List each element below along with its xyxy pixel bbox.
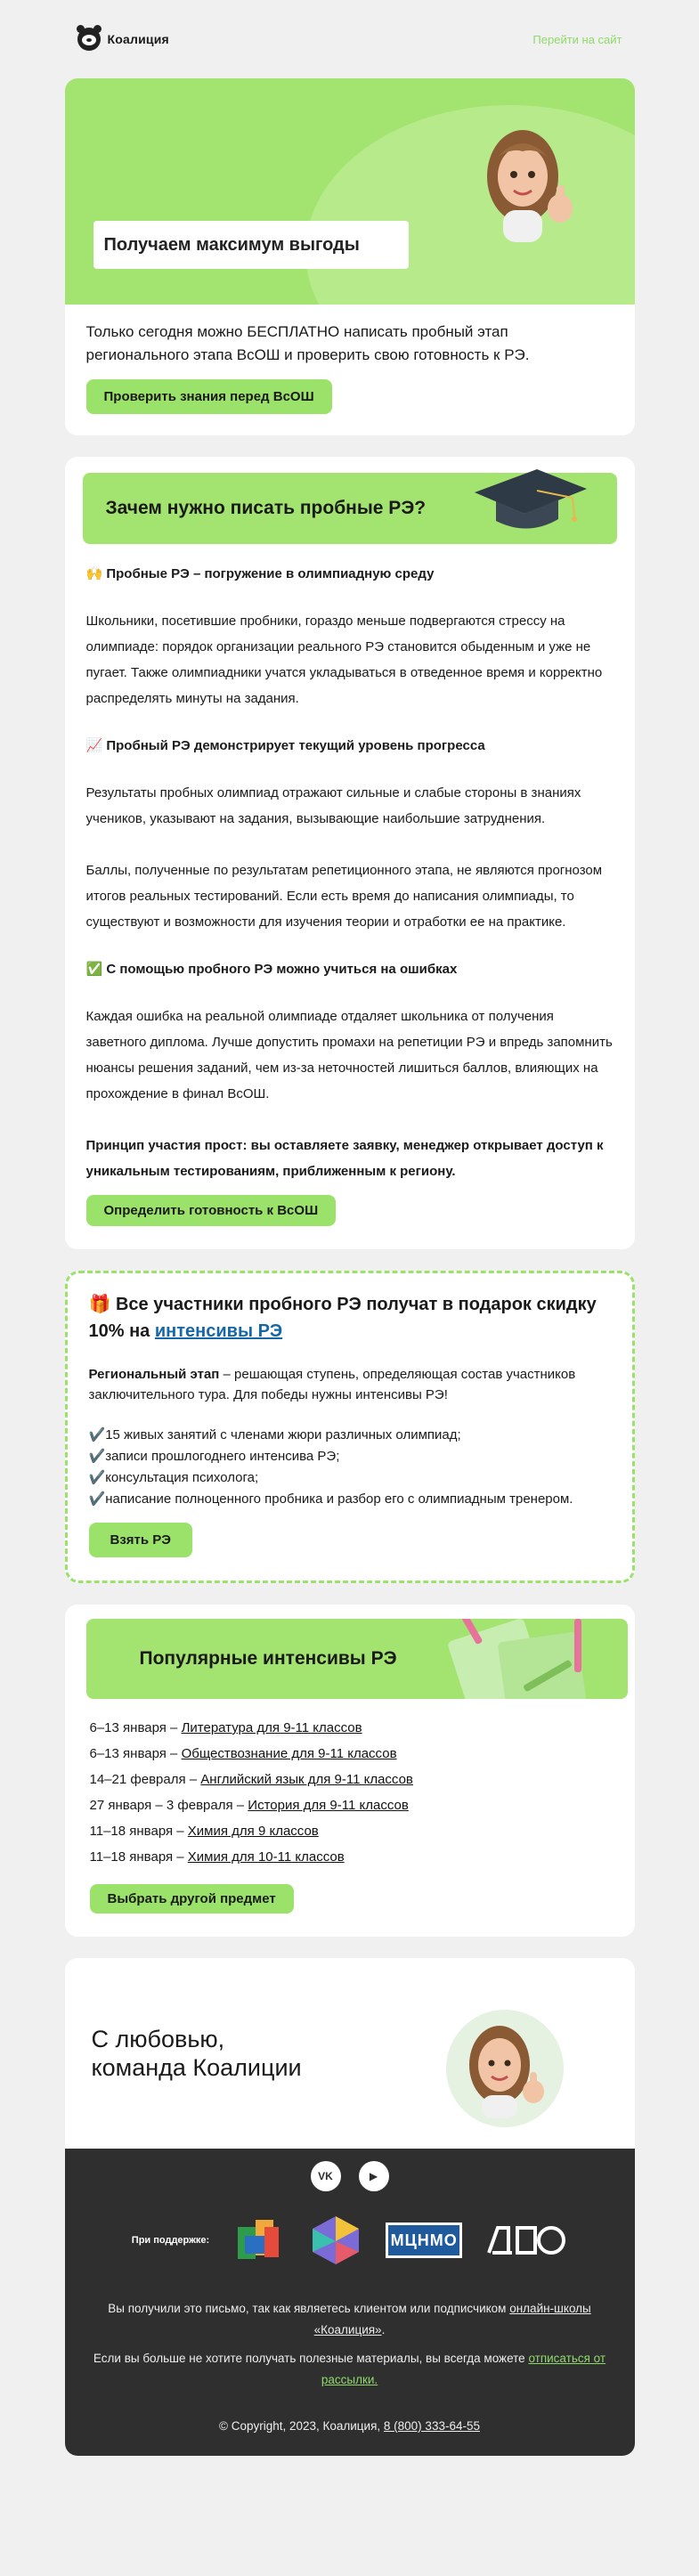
hero-decor	[305, 105, 635, 305]
gift-card	[65, 1271, 635, 1583]
copyright: © Copyright, 2023, Коалиция, 8 (800) 333-64-55	[219, 2419, 480, 2433]
why-heading-3: ✅ С помощью пробного РЭ можно учиться на ошибках	[85, 962, 458, 977]
notebooks-icon	[441, 1619, 619, 1699]
go-to-site-link[interactable]: Перейти на сайт	[532, 32, 622, 46]
gift-title-text: 🎁 Все участники пробного РЭ получат в подарок скидку 10% на	[88, 1295, 597, 1341]
why-paragraph-4: Каждая ошибка на реальной олимпиаде отдаляет школьника от получения заветного диплома. Лучше допустить промахи на репетиции РЭ и впредь запомнить нюансы решения заданий, чем из-за неточностей лишиться баллов, влияющих на прохождение в финал ВсОШ.	[85, 1009, 613, 1101]
footer-unsubscribe-note: Если вы больше не хотите получать полезные материалы, вы всегда можете отписаться от рассылки.	[93, 2352, 606, 2386]
why-paragraph-3: Баллы, полученные по результатам репетиционного этапа, не являются прогнозом итогов реальных тестирований. Если есть время до написания олимпиады, то существуют и возможности для изучения теории и отработки ее на практике.	[85, 863, 603, 930]
regional-stage-label: Региональный этап	[88, 1367, 220, 1382]
popular-card	[65, 1605, 635, 1937]
list-item: ✔️ 15 живых занятий с членами жюри различных олимпиад;	[89, 1425, 611, 1446]
gift-title	[89, 1291, 611, 1345]
partners-label: При поддержке:	[131, 2235, 210, 2246]
partners	[88, 2214, 612, 2266]
partner-hexagon-logo-icon	[309, 2214, 362, 2266]
dpo-logo-icon	[485, 2223, 567, 2258]
why-banner-title: Зачем нужно писать пробные РЭ?	[105, 498, 427, 518]
course-link-literature[interactable]: Литература для 9-11 классов	[181, 1720, 362, 1735]
hero-banner	[65, 78, 635, 305]
footer-subscription-note: Вы получили это письмо, так как являетесь клиентом или подписчиком онлайн-школы «Коалиция».	[108, 2302, 591, 2336]
list-item: ✔️ записи прошлогоднего интенсива РЭ;	[89, 1446, 611, 1467]
list-item: 6–13 января – Обществознание для 9-11 классов	[89, 1746, 397, 1761]
course-link-english[interactable]: Английский язык для 9-11 классов	[200, 1772, 413, 1787]
unsubscribe-link[interactable]: отписаться от рассылки.	[321, 2352, 606, 2386]
why-paragraph-2: Результаты пробных олимпиад отражают сильные и слабые стороны в знаниях учеников, указывают на задания, вызывающие наибольшие затруднения.	[85, 785, 581, 826]
list-item: 11–18 января – Химия для 9 классов	[89, 1824, 319, 1839]
email-container	[65, 0, 635, 2456]
hero-text: Только сегодня можно БЕСПЛАТНО написать пробный этап регионального этапа ВсОШ и проверить свою готовность к РЭ.	[85, 323, 530, 363]
why-card	[65, 457, 635, 1249]
hero-title: Получаем максимум выгоды	[93, 221, 409, 269]
school-link[interactable]: онлайн-школы «Коалиция»	[313, 2302, 591, 2336]
why-paragraph-1: Школьники, посетившие пробники, гораздо меньше подвергаются стрессу на олимпиаде: порядок организации реального РЭ становится обыденным и уже не пугает. Также олимпиадники учатся укладываться в отведенное время и корректно распределять минуты на задания.	[85, 614, 603, 706]
list-item: ✔️ написание полноценного пробника и разбор его с олимпиадным тренером.	[89, 1489, 611, 1510]
course-link-history[interactable]: История для 9-11 классов	[248, 1798, 409, 1813]
mcnmo-logo: МЦНМО	[386, 2223, 462, 2258]
popular-banner	[86, 1619, 628, 1699]
intensives-link[interactable]: интенсивы РЭ	[154, 1321, 283, 1341]
participation-principle: Принцип участия прост: вы оставляете заявку, менеджер открывает доступ к уникальным тестированиям, приближенным к региону.	[85, 1138, 604, 1179]
why-heading-1: 🙌 Пробные РЭ – погружение в олимпиадную среду	[85, 566, 435, 581]
vk-icon[interactable]: VK	[311, 2161, 341, 2191]
list-item: ✔️ консультация психолога;	[89, 1467, 611, 1489]
list-item: 14–21 февраля – Английский язык для 9-11 классов	[89, 1772, 413, 1787]
footer	[65, 2149, 635, 2456]
hero-body	[65, 305, 635, 435]
list-item: 6–13 января – Литература для 9-11 классов	[89, 1720, 362, 1735]
gift-benefits-list	[89, 1425, 611, 1510]
signoff-text	[92, 2025, 302, 2082]
phone-link[interactable]: 8 (800) 333-64-55	[383, 2419, 480, 2433]
course-link-social-studies[interactable]: Обществознание для 9-11 классов	[181, 1746, 397, 1761]
hero-card	[65, 78, 635, 435]
take-re-button[interactable]: Взять РЭ	[89, 1523, 192, 1557]
popular-banner-title: Популярные интенсивы РЭ	[139, 1648, 397, 1669]
list-item: 11–18 января – Химия для 10-11 классов	[89, 1849, 345, 1865]
courses-list	[86, 1715, 614, 1870]
signoff-card	[65, 1958, 635, 2149]
memoji-girl-thumbs-up-icon	[480, 121, 578, 246]
course-link-chemistry-9[interactable]: Химия для 9 классов	[187, 1824, 319, 1839]
partner-cubes-logo-icon	[232, 2214, 286, 2266]
gift-description-text: – решающая ступень, определяющая состав участников заключительного тура. Для победы нужны интенсивы РЭ!	[88, 1367, 576, 1402]
signoff-line-1: С любовью,	[91, 2026, 225, 2052]
why-banner	[83, 473, 617, 544]
course-link-chemistry-10-11[interactable]: Химия для 10-11 классов	[187, 1849, 345, 1865]
check-knowledge-button[interactable]: Проверить знания перед ВсОШ	[86, 379, 332, 414]
avatar	[446, 2010, 564, 2127]
why-heading-2: 📈 Пробный РЭ демонстрирует текущий уровень прогресса	[85, 738, 485, 753]
signoff-line-2: команда Коалиции	[91, 2054, 302, 2081]
koala-logo-icon	[77, 28, 101, 51]
logo-text: Коалиция	[107, 32, 169, 46]
choose-another-subject-button[interactable]: Выбрать другой предмет	[90, 1884, 294, 1914]
header	[65, 0, 635, 78]
determine-readiness-button[interactable]: Определить готовность к ВсОШ	[86, 1195, 337, 1226]
list-item: 27 января – 3 февраля – История для 9-11 классов	[89, 1798, 409, 1813]
graduation-cap-icon	[466, 466, 590, 537]
logo[interactable]	[77, 28, 169, 51]
memoji-girl-icon	[446, 2010, 564, 2127]
gift-description	[89, 1364, 611, 1405]
youtube-icon[interactable]: ▶	[359, 2161, 389, 2191]
social-links	[88, 2161, 612, 2191]
